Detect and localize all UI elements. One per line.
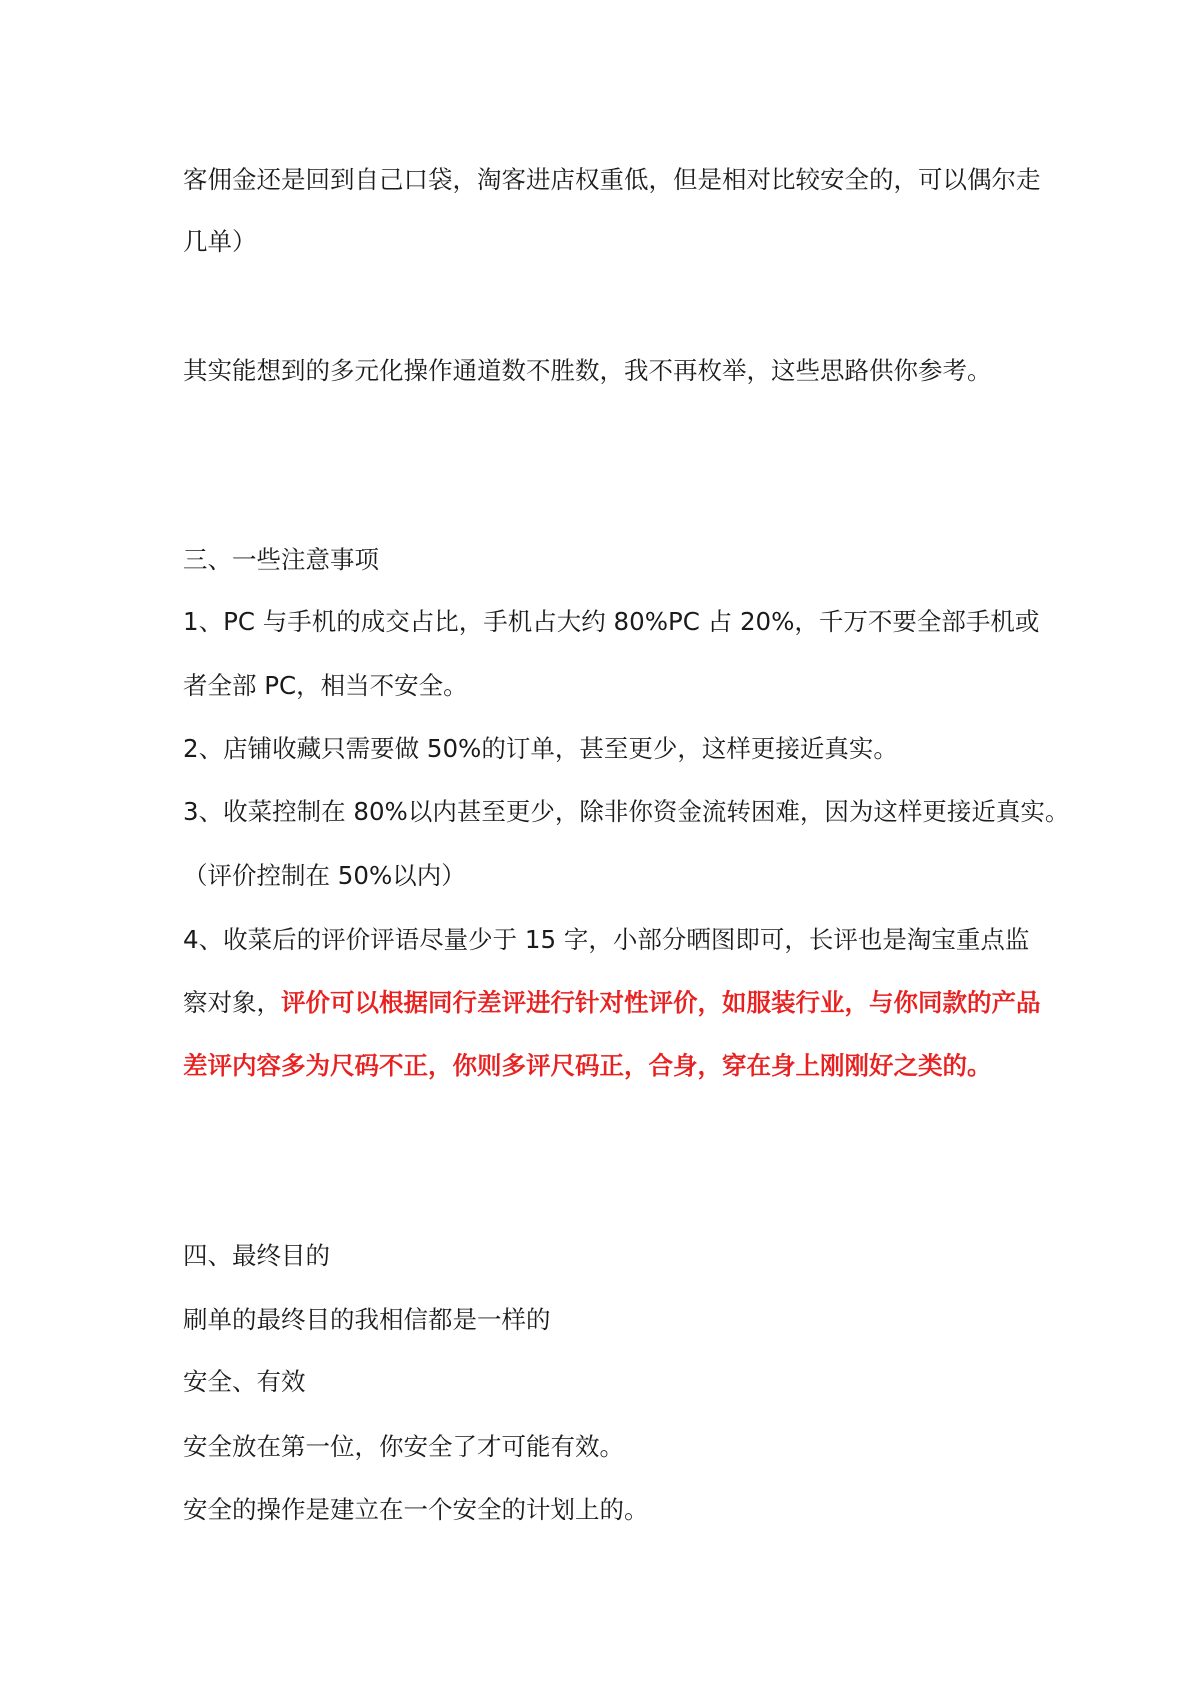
list-item-note: （评价控制在 50%以内）: [183, 861, 466, 890]
list-item: 3、收菜控制在 80%以内甚至更少，除非你资金流转困难，因为这样更接近真实。: [183, 797, 1070, 826]
list-item: 4、收菜后的评价评语尽量少于 15 字，小部分晒图即可，长评也是淘宝重点监: [183, 925, 1030, 954]
paragraph: 安全、有效: [183, 1367, 306, 1396]
list-item-continued: 者全部 PC，相当不安全。: [183, 671, 468, 700]
section-heading: 三、一些注意事项: [183, 545, 379, 574]
paragraph: 其实能想到的多元化操作通道数不胜数，我不再枚举，这些思路供你参考。: [183, 356, 992, 385]
paragraph-line: 几单）: [183, 227, 257, 256]
list-item: 1、PC 与手机的成交占比，手机占大约 80%PC 占 20%，千万不要全部手机或: [183, 607, 1040, 636]
list-item: 2、店铺收藏只需要做 50%的订单，甚至更少，这样更接近真实。: [183, 734, 898, 763]
highlighted-text: 评价可以根据同行差评进行针对性评价，如服装行业，与你同款的产品: [281, 988, 1041, 1017]
section-heading: 四、最终目的: [183, 1241, 330, 1270]
paragraph: 刷单的最终目的我相信都是一样的: [183, 1305, 551, 1334]
normal-text: 察对象，: [183, 988, 281, 1017]
highlighted-text: 差评内容多为尺码不正，你则多评尺码正，合身，穿在身上刚刚好之类的。: [183, 1051, 992, 1080]
paragraph: 安全放在第一位，你安全了才可能有效。: [183, 1432, 624, 1461]
list-item-continued: [183, 988, 1041, 1018]
paragraph-line: 客佣金还是回到自己口袋，淘客进店权重低，但是相对比较安全的，可以偶尔走: [183, 165, 1041, 194]
paragraph: 安全的操作是建立在一个安全的计划上的。: [183, 1495, 649, 1524]
